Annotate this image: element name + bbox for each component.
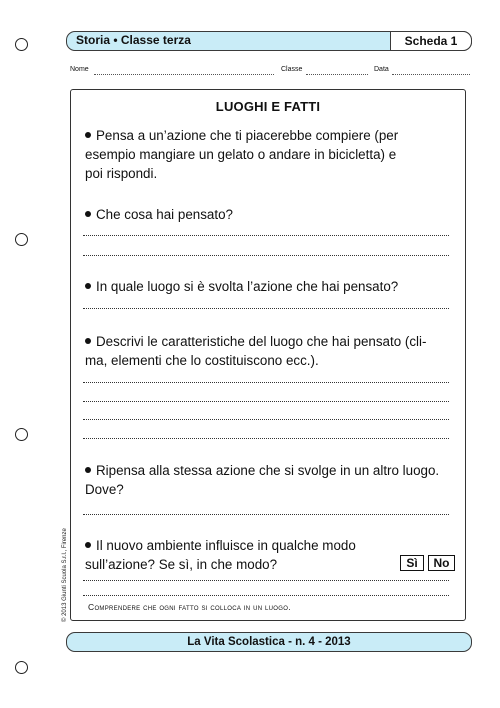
bullet-icon [85, 467, 91, 473]
subject-label: Storia • Classe terza [76, 33, 191, 47]
answer-line[interactable] [83, 255, 449, 256]
binder-hole-top [15, 38, 28, 51]
binder-hole-bottom [15, 661, 28, 674]
question-2: In quale luogo si è svolta l’azione che hai pensato? [85, 277, 455, 296]
question-1: Che cosa hai pensato? [85, 205, 455, 224]
bullet-icon [85, 211, 91, 217]
bullet-icon [85, 132, 91, 138]
worksheet-card [70, 89, 466, 621]
question-5: Il nuovo ambiente influisce in qualche modo sull’azione? Se sì, in che modo? [85, 538, 356, 572]
answer-line[interactable] [83, 580, 449, 581]
answer-line[interactable] [83, 514, 449, 515]
bullet-icon [85, 542, 91, 548]
yes-checkbox[interactable]: Sì [400, 555, 424, 571]
intro-instruction: Pensa a un’azione che ti piacerebbe compiere (per esempio mangiare un gelato o andare in bicicletta) e poi rispondi. [85, 128, 399, 181]
bullet-icon [85, 283, 91, 289]
answer-line[interactable] [83, 382, 449, 383]
bullet-icon [85, 338, 91, 344]
answer-line[interactable] [83, 235, 449, 236]
question-3: Descrivi le caratteristiche del luogo che hai pensato (cli- ma, elementi che lo costituiscono ecc.). [85, 334, 427, 368]
worksheet-title: LUOGHI E FATTI [215, 99, 321, 114]
answer-line[interactable] [83, 401, 449, 402]
sheet-number: Scheda 1 [390, 31, 472, 51]
no-checkbox[interactable]: No [428, 555, 455, 571]
name-class-date-row [70, 66, 472, 78]
date-field[interactable] [392, 66, 470, 75]
answer-line[interactable] [83, 438, 449, 439]
class-label: Classe [281, 66, 303, 73]
binder-hole-upper-middle [15, 233, 28, 246]
copyright-notice: © 2013 Giunti Scuola S.r.l., Firenze [62, 528, 68, 622]
name-field[interactable] [94, 66, 274, 75]
question-4: Ripensa alla stessa azione che si svolge in un altro luogo. Dove? [85, 463, 440, 497]
name-label: Nome [70, 66, 89, 73]
answer-line[interactable] [83, 595, 449, 596]
binder-hole-lower-middle [15, 428, 28, 441]
header-band [66, 31, 472, 51]
footer-band: La Vita Scolastica - n. 4 - 2013 [66, 632, 472, 652]
answer-line[interactable] [83, 419, 449, 420]
class-field[interactable] [306, 66, 368, 75]
learning-objective: Comprendere che ogni fatto si colloca in un luogo. [88, 602, 291, 612]
answer-line[interactable] [83, 308, 449, 309]
date-label: Data [374, 66, 389, 73]
